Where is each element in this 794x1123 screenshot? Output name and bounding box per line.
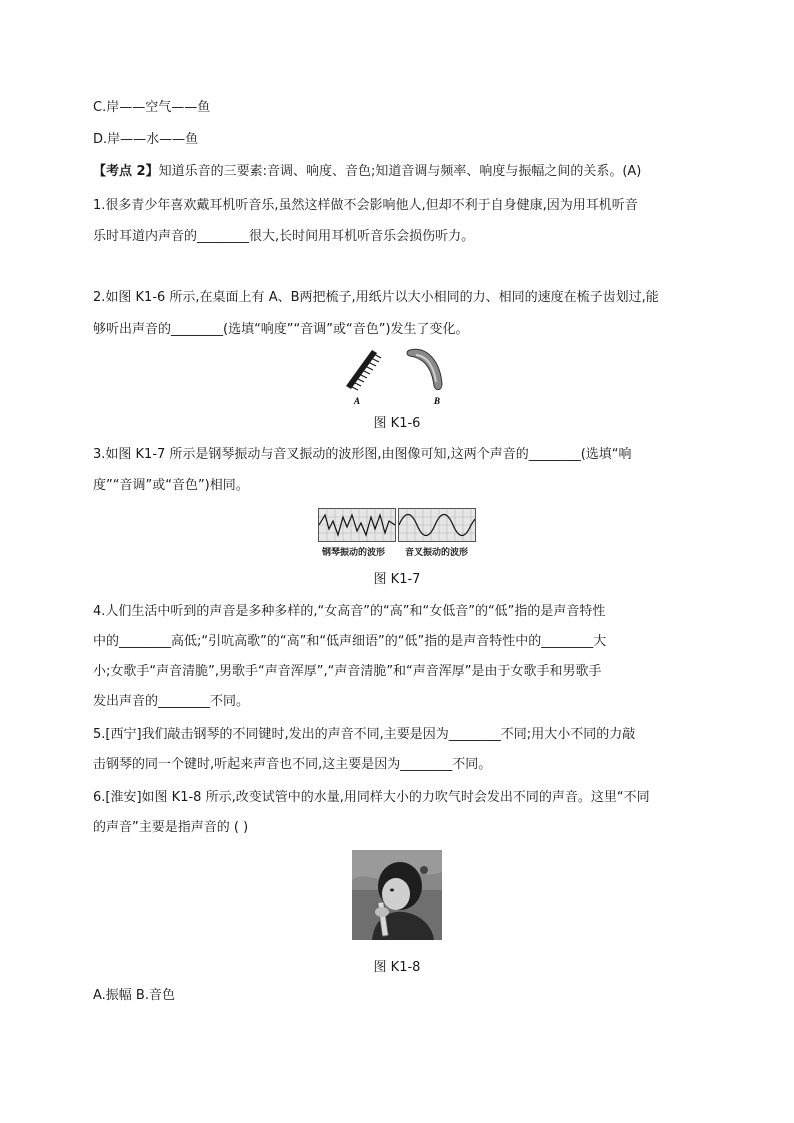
figure-k1-7-caption: 图 K1-7 <box>373 572 421 587</box>
q5-line1: 5.[西宁]我们敲击钢琴的不同键时,发出的声音不同,主要是因为________不同;用大小不同的力敲 <box>93 727 636 742</box>
tuning-fork-waveform <box>398 508 476 542</box>
kaodian-text: 知道乐音的三要素:音调、响度、音色;知道音调与频率、响度与振幅之间的关系。(A) <box>158 164 642 179</box>
q2-line1: 2.如图 K1-6 所示,在桌面上有 A、B两把梳子,用纸片以大小相同的力、相同的速度在梳子齿划过,能 <box>93 290 659 305</box>
comb-figure <box>336 342 456 408</box>
option-d: D.岸——水——鱼 <box>93 132 199 147</box>
q3-line1: 3.如图 K1-7 所示是钢琴振动与音叉振动的波形图,由图像可知,这两个声音的________(选填“响 <box>93 447 632 462</box>
q6-options: A.振幅 B.音色 <box>93 988 175 1003</box>
girl-blowing-tube-photo <box>352 850 442 940</box>
figure-k1-8-caption: 图 K1-8 <box>373 960 421 975</box>
kaodian-tag: 【考点 2】 <box>93 164 159 179</box>
comb-b <box>407 349 442 389</box>
option-c: C.岸——空气——鱼 <box>93 100 211 115</box>
q4-line2: 中的________高低;“引吭高歌”的“高”和“低声细语”的“低”指的是声音特性中的________大 <box>93 634 607 649</box>
q3-line2: 度”“音调”或“音色”)相同。 <box>93 478 249 493</box>
q1-line1: 1.很多青少年喜欢戴耳机听音乐,虽然这样做不会影响他人,但却不利于自身健康,因为用耳机听音 <box>93 198 638 213</box>
comb-a-label: A <box>354 396 361 406</box>
piano-waveform <box>318 508 396 542</box>
q4-line3: 小;女歌手“声音清脆”,男歌手“声音浑厚”,“声音清脆”和“声音浑厚”是由于女歌手和男歌手 <box>93 664 602 679</box>
comb-b-label: B <box>434 396 441 406</box>
q5-line2: 击钢琴的同一个键时,听起来声音也不同,这主要是因为________不同。 <box>93 757 492 772</box>
q6-line1: 6.[淮安]如图 K1-8 所示,改变试管中的水量,用同样大小的力吹气时会发出不同的声音。这里“不同 <box>93 790 650 805</box>
q2-line2: 够听出声音的________(选填“响度”“音调”或“音色”)发生了变化。 <box>93 322 469 337</box>
q4-line4: 发出声音的________不同。 <box>93 694 250 709</box>
kaodian-line <box>93 162 641 182</box>
fork-wave-label: 音叉振动的波形 <box>405 548 469 558</box>
figure-k1-6-caption: 图 K1-6 <box>373 416 421 431</box>
q6-line2: 的声音”主要是指声音的 ( ) <box>93 820 249 835</box>
q1-line2: 乐时耳道内声音的________很大,长时间用耳机听音乐会损伤听力。 <box>93 229 475 244</box>
piano-wave-label: 钢琴振动的波形 <box>322 548 386 558</box>
comb-a <box>346 350 381 390</box>
q4-line1: 4.人们生活中听到的声音是多种多样的,“女高音”的“高”和“女低音”的“低”指的是声音特性 <box>93 604 606 619</box>
